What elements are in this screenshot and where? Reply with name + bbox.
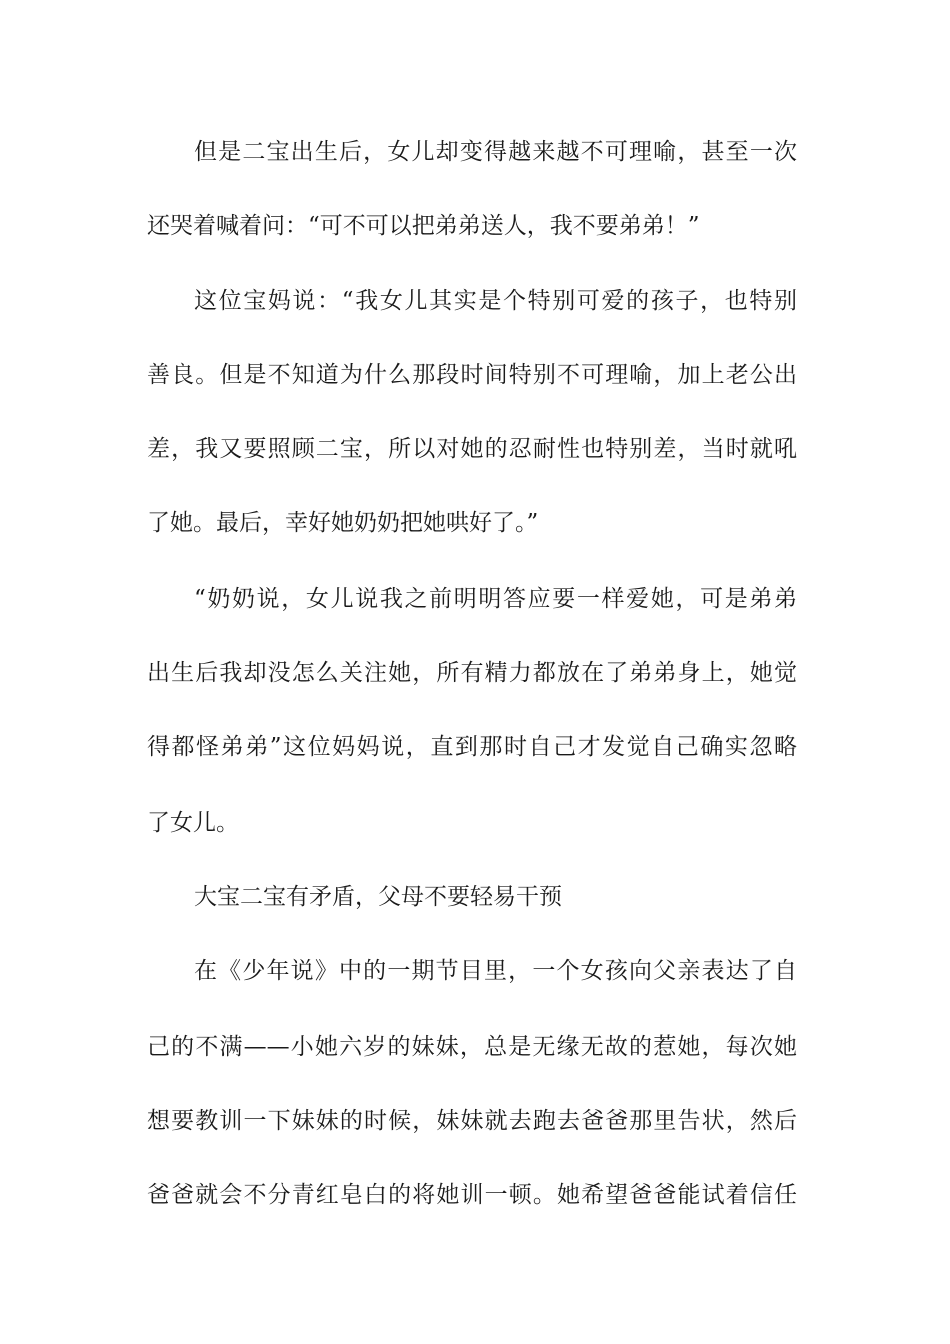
paragraph-line-8: 出生后我却没怎么关注她，所有精力都放在了弟弟身上，她觉	[147, 660, 797, 686]
paragraph-line-12: 在《少年说》中的一期节目里，一个女孩向父亲表达了自	[194, 958, 797, 984]
paragraph-line-1: 但是二宝出生后，女儿却变得越来越不可理喻，甚至一次	[194, 139, 797, 165]
section-heading: 大宝二宝有矛盾，父母不要轻易干预	[194, 884, 562, 910]
paragraph-line-4: 善良。但是不知道为什么那段时间特别不可理喻，加上老公出	[147, 362, 797, 388]
paragraph-line-13: 己的不满——小她六岁的妹妹，总是无缘无故的惹她，每次她	[147, 1034, 797, 1060]
paragraph-line-2: 还哭着喊着问：“可不可以把弟弟送人，我不要弟弟！”	[147, 213, 700, 239]
paragraph-line-10: 了女儿。	[147, 810, 239, 836]
paragraph-line-3: 这位宝妈说：“我女儿其实是个特别可爱的孩子，也特别	[194, 288, 797, 314]
paragraph-line-9: 得都怪弟弟”这位妈妈说，直到那时自己才发觉自己确实忽略	[147, 734, 797, 760]
paragraph-line-15: 爸爸就会不分青红皂白的将她训一顿。她希望爸爸能试着信任	[147, 1182, 797, 1208]
paragraph-line-7: “奶奶说，女儿说我之前明明答应要一样爱她，可是弟弟	[194, 586, 797, 612]
paragraph-line-6: 了她。最后，幸好她奶奶把她哄好了。”	[147, 510, 539, 536]
paragraph-line-14: 想要教训一下妹妹的时候，妹妹就去跑去爸爸那里告状，然后	[147, 1108, 797, 1134]
paragraph-line-5: 差，我又要照顾二宝，所以对她的忍耐性也特别差，当时就吼	[147, 436, 797, 462]
